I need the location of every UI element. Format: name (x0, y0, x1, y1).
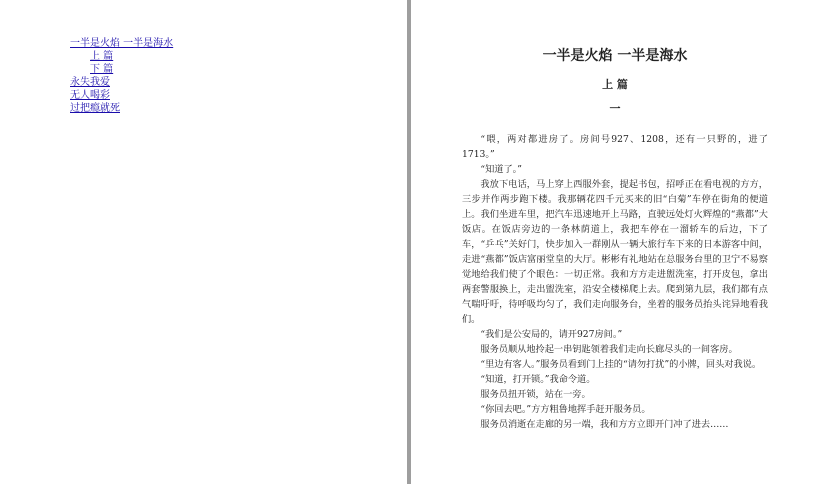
toc-pane (0, 0, 407, 484)
book-title: 一半是火焰 一半是海水 (542, 48, 688, 64)
toc-link-chapter-2[interactable]: 下 篇 (90, 64, 114, 75)
paragraph: “知道，打开锁。”我命令道。 (480, 374, 596, 385)
toc-link-item-4[interactable]: 无人喝彩 (70, 90, 110, 101)
paragraph: “知道了。” (480, 164, 522, 175)
content-pane (411, 0, 816, 484)
article-body (462, 132, 768, 432)
toc-link-book-title[interactable]: 一半是火焰 一半是海水 (70, 38, 174, 49)
paragraph: “你回去吧。”方方粗鲁地挥手赶开服务员。 (480, 404, 651, 415)
table-of-contents (70, 37, 173, 115)
toc-link-chapter-1[interactable]: 上 篇 (90, 51, 114, 62)
section-number: 一 (609, 102, 621, 115)
paragraph: 服务员消逝在走廊的另一端，我和方方立即开门冲了进去…… (480, 419, 729, 430)
toc-link-item-5[interactable]: 过把瘾就死 (70, 103, 120, 114)
paragraph: “我们是公安局的，请开927房间。” (480, 329, 623, 340)
paragraph: 服务员扭开锁，站在一旁。 (480, 389, 591, 400)
article (462, 46, 768, 432)
chapter-title: 上 篇 (602, 78, 628, 91)
paragraph: “里边有客人。”服务员看到门上挂的“请勿打扰”的小牌，回头对我说。 (480, 359, 762, 370)
toc-link-item-3[interactable]: 永失我爱 (70, 77, 110, 88)
paragraph: 我放下电话，马上穿上西服外套，提起书包，招呼正在看电视的方方，三步并作两步跑下楼。我那辆花四千元买来的旧“白菊”车停在街角的便道上。我们坐进车里，把汽车迅速地开上马路，直驶远处灯火辉煌的“燕都”大饭店。在饭店旁边的一条林荫道上，我把车停在一溜轿车的后边，下了车，“乒乓”关好门，快步加入一群刚从一辆大旅行车下来的日本游客中间，走进“燕都”饭店富丽堂皇的大厅。彬彬有礼地站在总服务台里的卫宁不易察觉地给我们使了个眼色：一切正常。我和方方走进盥洗室，打开皮包，拿出两套警服换上，走出盥洗室，沿安全楼梯爬上去。爬到第九层，我们都有点气喘吁吁，待呼吸均匀了，我们走向服务台，坐着的服务员抬头诧异地看我们。 (462, 179, 768, 325)
paragraph: 服务员顺从地拎起一串钥匙领着我们走向长廊尽头的一间客房。 (480, 344, 738, 355)
paragraph: “喂，两对都进房了。房间号927、1208，还有一只野的，进了1713。” (462, 134, 768, 160)
